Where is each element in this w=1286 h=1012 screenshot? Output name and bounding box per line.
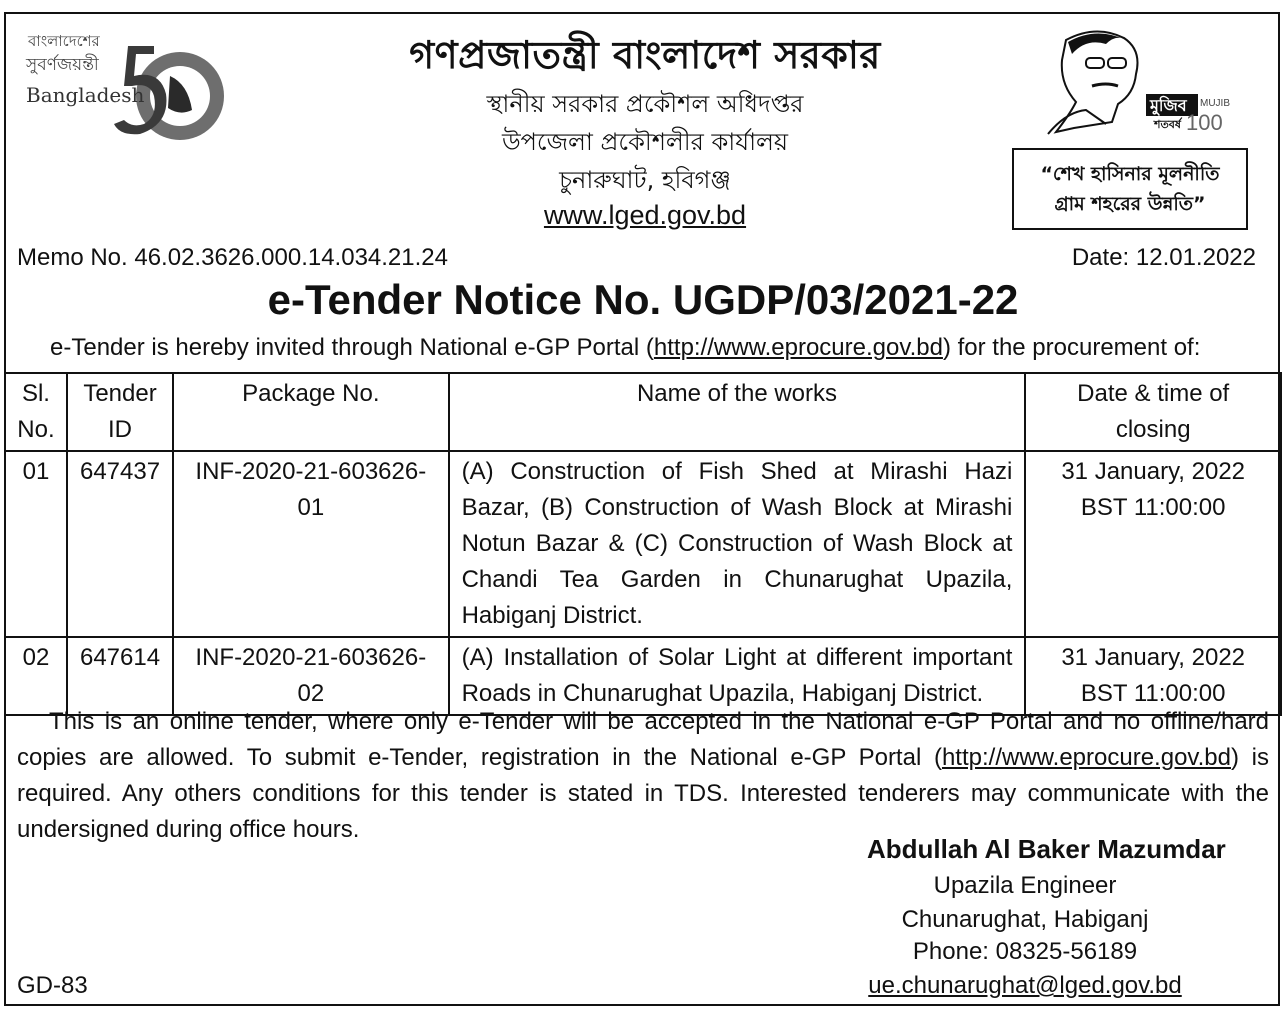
header-works: Name of the works bbox=[449, 373, 1026, 451]
table-header-row bbox=[5, 373, 1281, 451]
jubilee-text-bangladesh: Bangladesh bbox=[26, 83, 145, 107]
jubilee-text-line1: বাংলাদেশের bbox=[28, 32, 100, 50]
intro-before: e-Tender is hereby invited through National e-GP Portal ( bbox=[50, 334, 654, 361]
cell-works: (A) Installation of Solar Light at different important Roads in Chunarughat Upazila, Habiganj District. bbox=[449, 637, 1026, 715]
cell-package: INF-2020-21-603626-01 bbox=[173, 451, 449, 637]
jubilee-number: 50 bbox=[188, 44, 190, 45]
eprocure-link-2[interactable]: http://www.eprocure.gov.bd bbox=[941, 744, 1231, 771]
header-package: Package No. bbox=[173, 373, 449, 451]
cell-closing: 31 January, 2022 BST 11:00:00 bbox=[1025, 637, 1281, 715]
table-row bbox=[5, 451, 1281, 637]
jubilee-text-line2: সুবর্ণজয়ন্তী bbox=[26, 55, 99, 75]
cell-tender-id: 647437 bbox=[67, 451, 173, 637]
cell-tender-id: 647614 bbox=[67, 637, 173, 715]
hundred-text: 100 bbox=[1186, 110, 1223, 135]
signatory-phone: Phone: 08325-56189 bbox=[912, 938, 1138, 965]
signatory-name: Abdullah Al Baker Mazumdar bbox=[867, 834, 1226, 864]
signatory-designation: Upazila Engineer bbox=[933, 872, 1117, 899]
cell-closing: 31 January, 2022 BST 11:00:00 bbox=[1025, 451, 1281, 637]
header-tender-id: Tender ID bbox=[67, 373, 173, 451]
slogan-line1: “শেখ হাসিনার মূলনীতি bbox=[1040, 163, 1220, 185]
notice-title: e-Tender Notice No. UGDP/03/2021-22 bbox=[267, 276, 1019, 323]
intro-after: ) for the procurement of: bbox=[942, 334, 1201, 361]
header-sl: Sl. No. bbox=[5, 373, 67, 451]
mujib-bn-text: মুজিব bbox=[1150, 96, 1187, 115]
website-link[interactable]: www.lged.gov.bd bbox=[543, 200, 747, 230]
office-location: চুনারুঘাট, হবিগঞ্জ bbox=[559, 166, 731, 194]
memo-number: Memo No. 46.02.3626.000.14.034.21.24 bbox=[17, 244, 448, 271]
cell-sl: 02 bbox=[5, 637, 67, 715]
mujib-portrait-icon bbox=[1046, 24, 1230, 136]
header-closing: Date & time of closing bbox=[1025, 373, 1281, 451]
notice-date: Date: 12.01.2022 bbox=[1071, 244, 1256, 271]
government-title: গণপ্রজাতন্ত্রী বাংলাদেশ সরকার bbox=[409, 33, 881, 77]
office-name: উপজেলা প্রকৌশলীর কার্যালয় bbox=[501, 128, 789, 156]
signatory-email[interactable]: ue.chunarughat@lged.gov.bd bbox=[868, 972, 1182, 999]
cell-works: (A) Construction of Fish Shed at Mirashi Hazi Bazar, (B) Construction of Wash Block at Mirashi Notun Bazar & (C) Construction of Wash Block at Chandi Tea Garden in Chunarughat Upazila, Habiganj District. bbox=[449, 451, 1026, 637]
signatory-location: Chunarughat, Habiganj bbox=[901, 906, 1149, 933]
department-name: স্থানীয় সরকার প্রকৌশল অধিদপ্তর bbox=[486, 90, 804, 118]
mujib-100-logo bbox=[1046, 24, 1230, 136]
eprocure-link[interactable]: http://www.eprocure.gov.bd bbox=[653, 334, 943, 361]
mujib-en-text: MUJIB bbox=[1200, 98, 1230, 109]
slogan-box bbox=[1012, 148, 1248, 230]
terms-part2: ) is required. Any others conditions for this tender is stated in TDS. Interested tenderers may communicate with the undersigned during office hours. bbox=[17, 744, 1269, 843]
jubilee-emblem-icon bbox=[20, 24, 230, 146]
tender-table bbox=[4, 372, 1282, 716]
cell-sl: 01 bbox=[5, 451, 67, 637]
satabarsha-text: শতবর্ষ bbox=[1154, 118, 1181, 131]
slogan-line2: গ্রাম শহরের উন্নতি” bbox=[1054, 193, 1206, 215]
cell-package: INF-2020-21-603626-02 bbox=[173, 637, 449, 715]
terms-paragraph bbox=[17, 704, 1269, 848]
intro-text bbox=[50, 334, 1200, 362]
footer-code: GD-83 bbox=[17, 972, 88, 999]
terms-part1: This is an online tender, where only e-Tender will be accepted in the National e-GP Portal and no offline/hard copies are allowed. To submit e-Tender, registration in the National e-GP Portal ( bbox=[17, 708, 1269, 771]
golden-jubilee-logo bbox=[20, 24, 230, 146]
